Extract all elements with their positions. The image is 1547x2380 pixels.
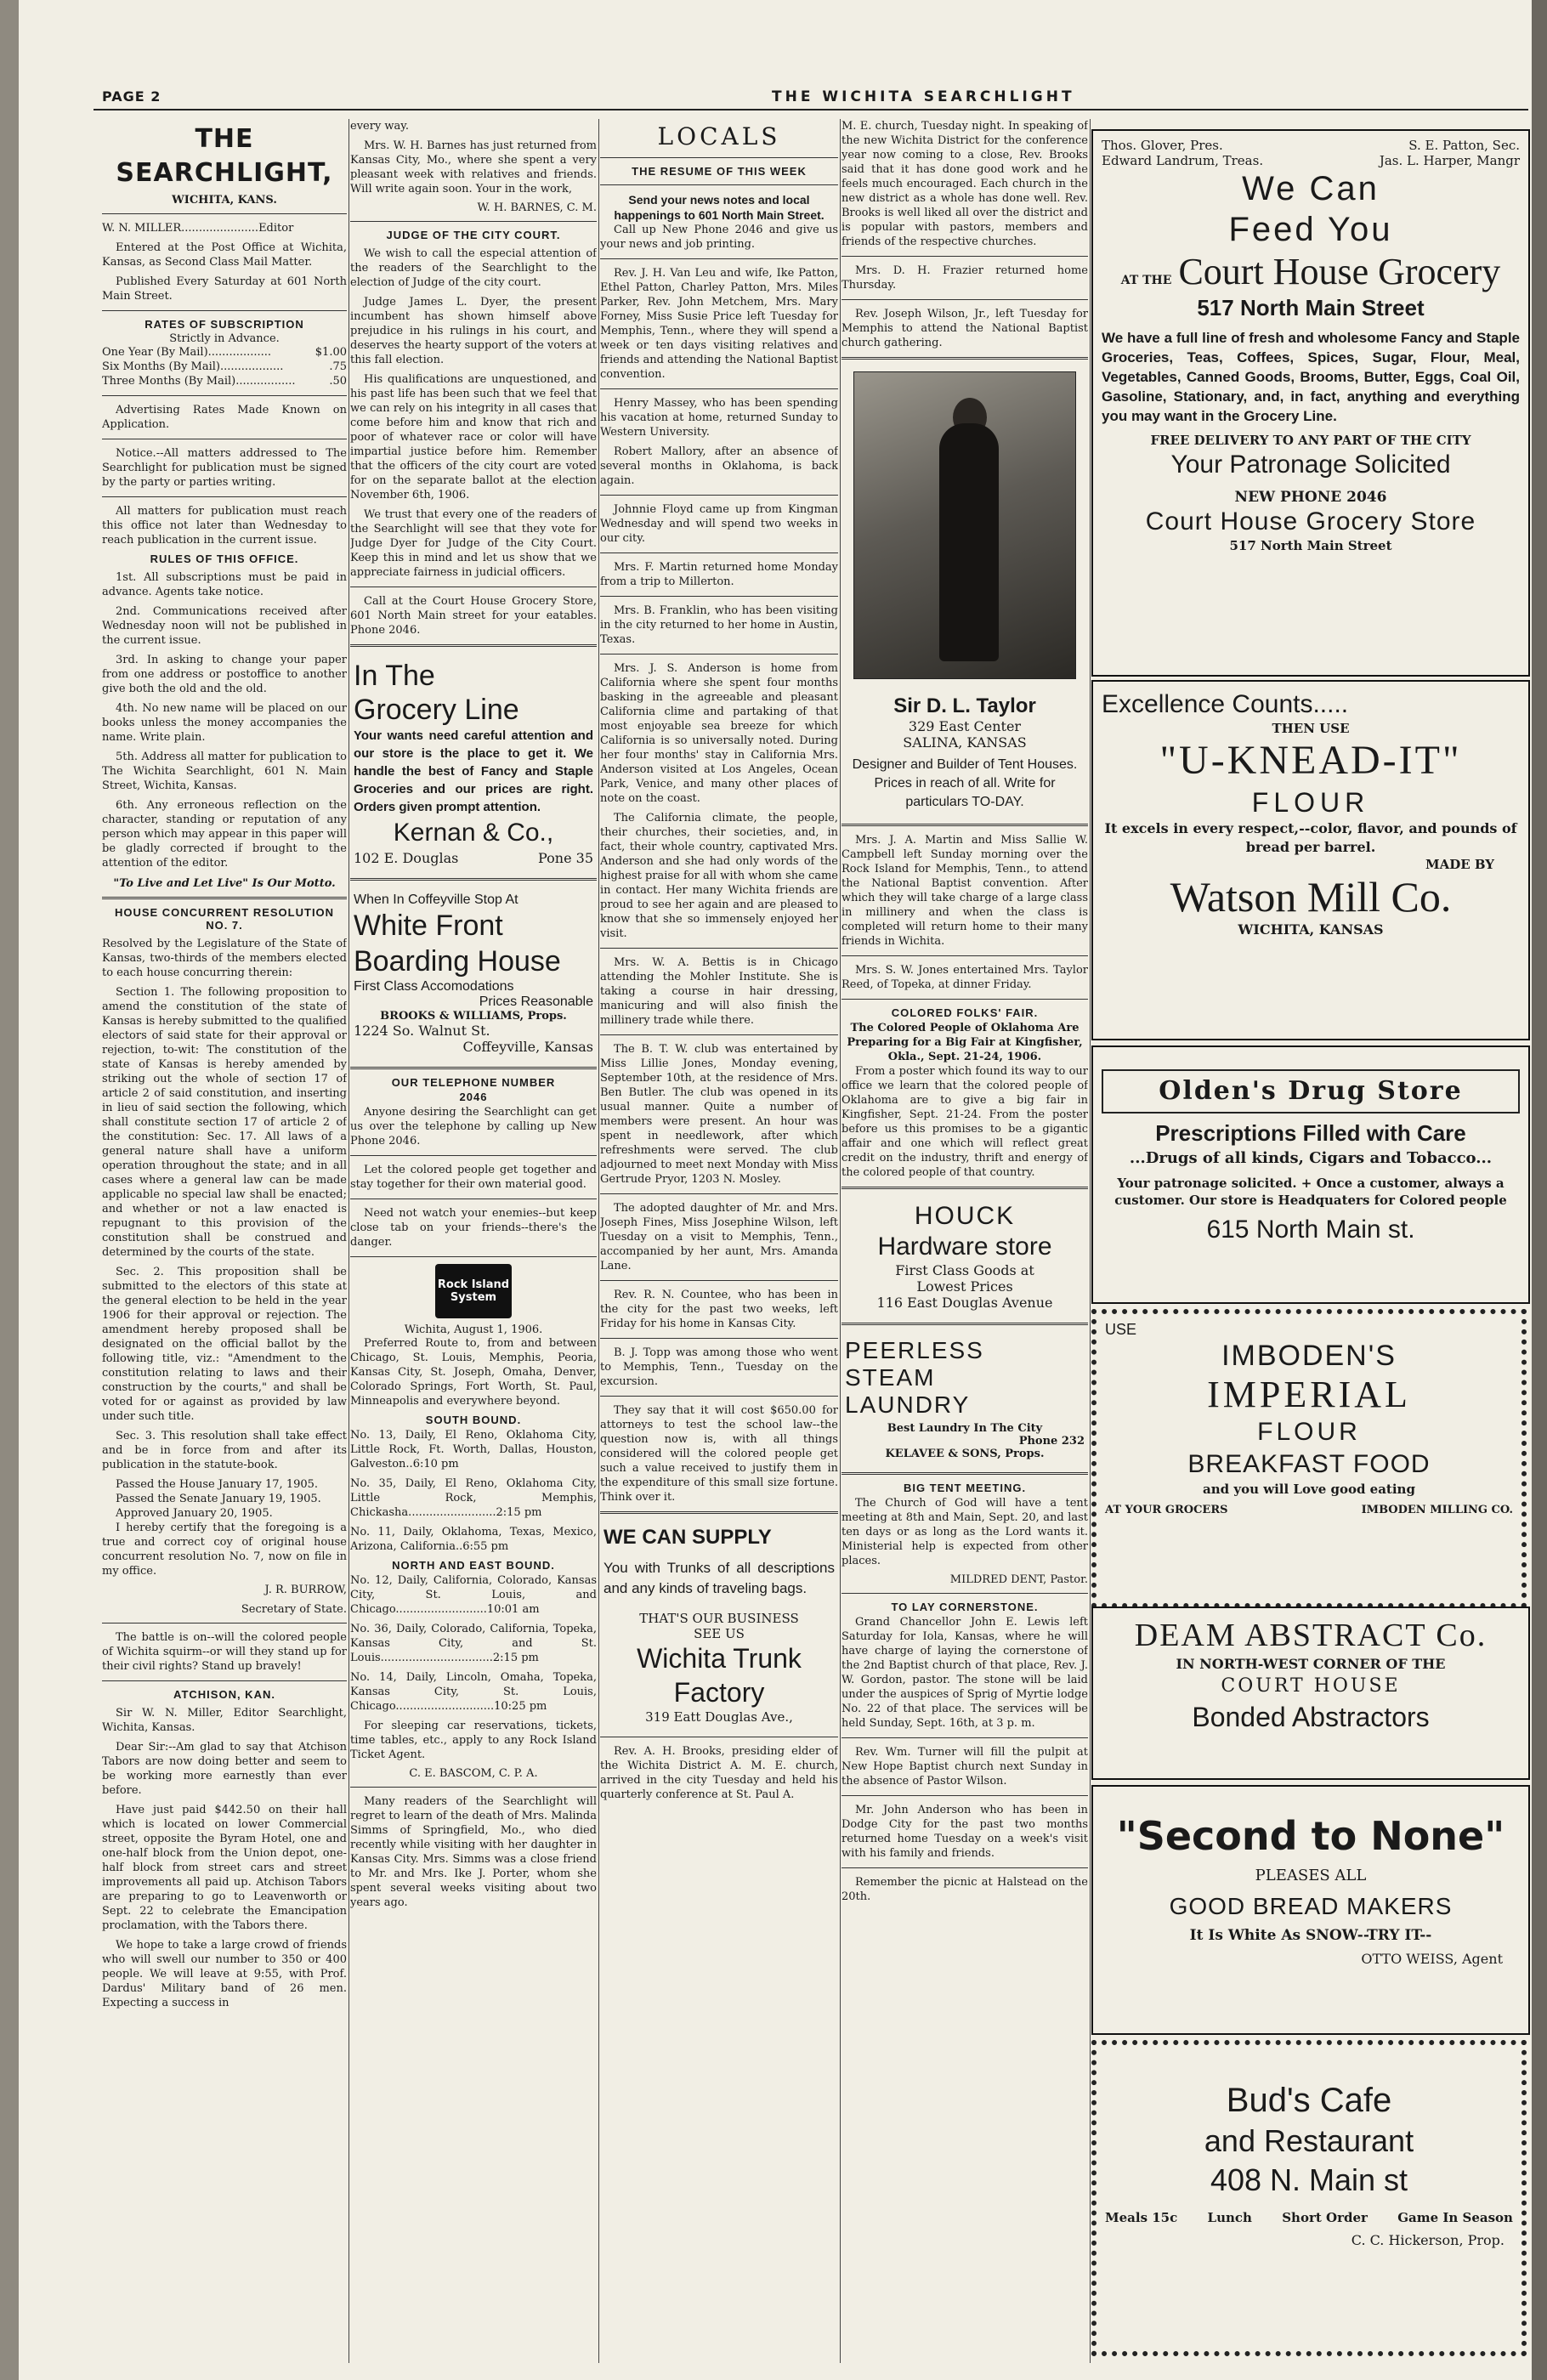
knead-line7: Watson Mill Co. bbox=[1170, 873, 1452, 921]
atchison-text: Dear Sir:--Am glad to say that Atchison Tabors are now doing better and seem to be working more earnestly than ever before. bbox=[102, 1741, 347, 1797]
trunk-line1: THAT'S OUR BUSINESS bbox=[639, 1611, 799, 1626]
kernan-address: 102 E. Douglas bbox=[354, 850, 459, 866]
rule bbox=[842, 1323, 1088, 1325]
second-line3: GOOD BREAD MAKERS bbox=[1169, 1893, 1453, 1919]
local-item: B. J. Topp was among those who went to Memphis, Tenn., Tuesday on the excursion. bbox=[600, 1346, 838, 1388]
rule bbox=[102, 310, 347, 311]
trunk-line5: 319 Eatt Douglas Ave., bbox=[645, 1709, 793, 1725]
rock-logo-line2: System bbox=[450, 1291, 497, 1304]
knead-line5: It excels in every respect,--color, flavor, and pounds of bread per barrel. bbox=[1104, 820, 1517, 855]
column-2 bbox=[350, 119, 597, 1915]
houck-ad bbox=[842, 1196, 1088, 1316]
rate-price: $1.00 bbox=[314, 346, 347, 359]
second-line1: "Second to None" bbox=[1116, 1813, 1505, 1859]
buds-line2: and Restaurant bbox=[1204, 2123, 1414, 2158]
column-rule bbox=[840, 119, 841, 2363]
local-item: Mrs. W. A. Bettis is in Chicago attending the Mohler Institute. She is taking a course in hair dressing, manicuring and will also finish the millinery trade while there. bbox=[600, 956, 838, 1027]
local-item: Johnnie Floyd came up from Kingman Wednesday and will spend two weeks in our city. bbox=[600, 503, 838, 545]
fair-text: From a poster which found its way to our office we learn that the colored people of Oklahoma are to give a big fair in Kingfisher, Sept. 21-24. From the poster before us this promises to be a gigantic affair and one which will reflect great credit on the industry, thrift and energy of the colored people of that country. bbox=[842, 1065, 1088, 1179]
rule bbox=[842, 1867, 1088, 1868]
whitefront-line6: BROOKS & WILLIAMS, Props. bbox=[380, 1010, 567, 1023]
resume-heading: THE RESUME OF THIS WEEK bbox=[632, 165, 807, 178]
call-up: Call up New Phone 2046 and give us your news and job printing. bbox=[600, 224, 838, 251]
kernan-body: Your wants need careful attention and our store is the place to get it. We handle the best of Fancy and Staple Groceries and our prices are right. Orders given prompt attention. bbox=[354, 728, 593, 814]
rate-price: .50 bbox=[329, 375, 347, 388]
signature-title: Secretary of State. bbox=[241, 1603, 347, 1616]
resolution-text: Sec. 3. This resolution shall take effect and be in force from and after its publication in the statute-book. bbox=[102, 1430, 347, 1471]
olden-line3: ...Drugs of all kinds, Cigars and Tobacco... bbox=[1129, 1149, 1493, 1167]
whitefront-line2: White Front bbox=[354, 910, 503, 942]
masthead-title: THE SEARCHLIGHT, bbox=[116, 124, 333, 188]
tent-heading: BIG TENT MEETING. bbox=[903, 1482, 1027, 1494]
rule bbox=[350, 1155, 597, 1156]
locals-title: LOCALS bbox=[657, 122, 781, 150]
local-item: Rev. R. N. Countee, who has been in the city for the past two weeks, left Friday for his home in Kansas City. bbox=[600, 1289, 838, 1330]
rule bbox=[600, 495, 838, 496]
picnic-item: Remember the picnic at Halstead on the 20th. bbox=[842, 1876, 1088, 1903]
local-item: The California climate, the people, their churches, their societies, and, in fact, their whole country, captivated Mrs. Anderson and she had only words of the highest praise for all with whom she came in contact. Her many Wichita friends are proud to see her again and are pleased to know that she so immensely enjoyed her visit. bbox=[600, 812, 838, 940]
portrait-photo bbox=[853, 371, 1076, 679]
imboden-line6: and you will Love good eating bbox=[1203, 1482, 1415, 1497]
together-item: Let the colored people get together and stay together for their own material good. bbox=[350, 1164, 597, 1191]
buds-line1: Bud's Cafe bbox=[1226, 2082, 1392, 2119]
rate-label: Three Months (By Mail)................. bbox=[102, 375, 296, 388]
rule bbox=[842, 824, 1088, 826]
train-schedule: No. 14, Daily, Lincoln, Omaha, Topeka, Kansas City, St. Louis, Chicago............................10:25 pm bbox=[350, 1671, 597, 1713]
enemies-item: Need not watch your enemies--but keep close tab on your friends--there's the danger. bbox=[350, 1207, 597, 1249]
cornerstone-text: Grand Chancellor John E. Lewis left Saturday for Iola, Kansas, where he will have charge of laying the cornerstone of the 2nd Baptist church of that place, Rev. J. W. Gordon, pastor. The stone will be laid under the auspices of Sprig of Myrtie lodge No. 22 of that place. The services will be held Sunday, Sept. 16th, at 3 p. m. bbox=[842, 1616, 1088, 1730]
trunk-line2: SEE US bbox=[694, 1626, 745, 1641]
taylor-addr1: 329 East Center bbox=[908, 718, 1022, 734]
trunk-body: You with Trunks of all descriptions and any kinds of traveling bags. bbox=[604, 1560, 835, 1596]
rock-preferred: Preferred Route to, from and between Chicago, St. Louis, Memphis, Peoria, Kansas City, St. Joseph, Omaha, Denver, Colorado Springs, Fort Worth, St. Paul, Minneapolis and everywhere beyond. bbox=[350, 1337, 597, 1408]
resolution-text: Sec. 2. This proposition shall be submitted to the electors of this state at the general election to be held in the year 1906 for their approval or rejection. The amendment hereby proposed shall be designated on the official ballot by the following title, viz.: "Amendment to the constitution relating to laws and their construction by the courts," and shall be voted for or against as provided by law under such title. bbox=[102, 1266, 347, 1423]
white-front-ad bbox=[350, 887, 597, 1060]
rule bbox=[600, 258, 838, 259]
deam-line1: DEAM ABSTRACT Co. bbox=[1134, 1618, 1488, 1653]
rule bbox=[842, 1795, 1088, 1796]
portrait-figure bbox=[939, 423, 999, 661]
grocery-officers-row1 bbox=[1102, 138, 1520, 153]
imboden-line5: BREAKFAST FOOD bbox=[1187, 1450, 1431, 1478]
peerless-line6: KELAVEE & SONS, Props. bbox=[885, 1448, 1045, 1460]
taylor-ad bbox=[842, 689, 1088, 817]
judge-text: We trust that every one of the readers of the Searchlight will see that they vote for Judge Dyer for Judge of the City Court. Keep this in mind and let us show that we appreciate fairness in judicial officers. bbox=[350, 508, 597, 579]
judge-heading: JUDGE OF THE CITY COURT. bbox=[386, 229, 561, 241]
resolution-heading: HOUSE CONCURRENT RESOLUTION NO. 7. bbox=[114, 906, 335, 932]
rule bbox=[600, 1338, 838, 1339]
resolution-text: Passed the House January 17, 1905. bbox=[116, 1478, 319, 1491]
atchison-text: Sir W. N. Miller, Editor Searchlight, Wichita, Kansas. bbox=[102, 1707, 347, 1734]
editor-line: W. N. MILLER......................Editor bbox=[102, 222, 294, 235]
second-line2: PLEASES ALL bbox=[1255, 1867, 1367, 1884]
grocery-officer: S. E. Patton, Sec. bbox=[1408, 138, 1520, 153]
tent-signature: MILDRED DENT, Pastor. bbox=[949, 1573, 1088, 1586]
resolution-text: Resolved by the Legislature of the State of Kansas, two-thirds of the members elected to each house concurring therein: bbox=[102, 938, 347, 979]
rule-item: 3rd. In asking to change your paper from one address or postoffice to another give both the old and the old. bbox=[102, 654, 347, 695]
deam-line3: COURT HOUSE bbox=[1221, 1675, 1401, 1697]
knead-line3: "U-KNEAD-IT" bbox=[1159, 738, 1462, 783]
rule bbox=[350, 878, 597, 881]
advertising-rates: Advertising Rates Made Known on Application. bbox=[102, 404, 347, 431]
motto: "To Live and Let Live" Is Our Motto. bbox=[113, 877, 336, 890]
olden-line4: Your patronage solicited. + Once a customer, always a customer. Our store is Headquaters for Colored people bbox=[1114, 1176, 1507, 1208]
sleeping-car-note: For sleeping car reservations, tickets, time tables, etc., apply to any Rock Island Ticket Agent. bbox=[350, 1720, 597, 1761]
barnes-signature: W. H. BARNES, C. M. bbox=[477, 201, 597, 214]
atchison-text: Have just paid $442.50 on their hall which is located on lower Commercial street, opposite the Byram Hotel, one and one-half block from the Union depot, one-half block from street cars and street improvements all paid up. Atchison Tabors are preparing to go to Leavenworth or Sept. 22 to celebrate the Emancipation proclamation, with the Tabors there. bbox=[102, 1804, 347, 1932]
published-notice: Published Every Saturday at 601 North Main Street. bbox=[102, 275, 347, 303]
olden-line1: Olden's Drug Store bbox=[1102, 1069, 1520, 1114]
atchison-heading: ATCHISON, KAN. bbox=[173, 1688, 275, 1701]
grocery-delivery: FREE DELIVERY TO ANY PART OF THE CITY bbox=[1150, 433, 1471, 448]
buds-lunch: Lunch bbox=[1207, 2210, 1252, 2225]
taylor-addr2: SALINA, KANSAS bbox=[903, 734, 1027, 751]
simms-item: Many readers of the Searchlight will regret to learn of the death of Mrs. Malinda Simms of Springfield, Mo., who died recently while visiting with her daughter in Kansas City. Mrs. Simms was a close friend to Mr. and Mrs. Ike J. Porter, whom she spent several weeks visiting about two years ago. bbox=[350, 1795, 597, 1909]
rule bbox=[600, 948, 838, 949]
rule bbox=[102, 897, 347, 899]
resolution-text: Passed the Senate January 19, 1905. bbox=[116, 1493, 321, 1505]
second-line5: OTTO WEISS, Agent bbox=[1361, 1951, 1503, 1967]
imboden-line2: IMBODEN'S bbox=[1221, 1340, 1397, 1372]
rule bbox=[350, 1256, 597, 1257]
second-line4: It Is White As SNOW--TRY IT-- bbox=[1189, 1927, 1432, 1944]
imboden-line3: IMPERIAL bbox=[1207, 1374, 1411, 1415]
resolution-text: Section 1. The following proposition to amend the constitution of the state of Kansas is hereby submitted to the qualified electors of said state for their approval or rejection, to-wit: The constitution of the state of Kansas is hereby amended by striking out the whole of section 17 of article 2 of said constitution, and inserting in lieu of said section the following, which shall constitute section 17 of article 2 of the constitution: Sec. 17. All laws of a general nature shall have a uniform operation throughout the state; and in all cases where a general law can be made applicable no special law shall be enacted; and whether or not a law enacted is repugnant to this provision of the constitution shall be construed and determined by the courts of the state. bbox=[102, 986, 347, 1259]
peerless-line3: LAUNDRY bbox=[845, 1391, 971, 1418]
rate-row bbox=[102, 345, 347, 360]
page-edge-left bbox=[0, 0, 19, 2380]
rule-item: 1st. All subscriptions must be paid in advance. Agents take notice. bbox=[102, 571, 347, 598]
peerless-line5: Phone 232 bbox=[1018, 1435, 1085, 1448]
south-bound-heading: SOUTH BOUND. bbox=[425, 1414, 522, 1426]
rates-heading: RATES OF SUBSCRIPTION bbox=[144, 318, 304, 331]
rule bbox=[600, 596, 838, 597]
resolution-text: I hereby certify that the foregoing is a true and correct coy of original house concurrent resolution No. 7, now on file in my office. bbox=[102, 1522, 347, 1578]
resolution-text: Approved January 20, 1905. bbox=[116, 1507, 273, 1520]
rule bbox=[600, 1034, 838, 1035]
phone-heading: OUR TELEPHONE NUMBER bbox=[391, 1076, 556, 1089]
rates-subheading: Strictly in Advance. bbox=[169, 332, 280, 345]
rule bbox=[350, 1067, 597, 1069]
whitefront-line4: First Class Accomodations bbox=[354, 979, 514, 994]
grocery-at-the: AT THE bbox=[1120, 274, 1172, 287]
phone-number: 2046 bbox=[459, 1091, 488, 1103]
houck-line2: Hardware store bbox=[877, 1232, 1052, 1261]
rock-island-logo bbox=[435, 1264, 512, 1318]
notice-text: Notice.--All matters addressed to The Searchlight for publication must be signed by the party or parties writing. bbox=[102, 447, 347, 489]
fair-subheading: The Colored People of Oklahoma Are Preparing for a Big Fair at Kingfisher, Okla., Sept. 21-24, 1906. bbox=[847, 1022, 1083, 1063]
grocery-officer: Jas. L. Harper, Mangr bbox=[1379, 153, 1520, 168]
church-continuation: M. E. church, Tuesday night. In speaking of the new Wichita District for the conference year now coming to a close, Rev. Brooks said that it has done good work and he feels much encouraged. Each church in the new district as a whole has done well. Rev. Brooks is well liked all over the district and is popular with pastors, members and friends of the respective churches. bbox=[842, 120, 1088, 248]
knead-line4: FLOUR bbox=[1251, 787, 1370, 818]
grocery-we-can: We Can bbox=[1242, 170, 1380, 207]
houck-line3: First Class Goods at bbox=[895, 1262, 1034, 1278]
turner-item: Rev. Wm. Turner will fill the pulpit at New Hope Baptist church next Sunday in the absence of Pastor Wilson. bbox=[842, 1746, 1088, 1788]
kernan-line2: Grocery Line bbox=[354, 694, 519, 726]
deadline-text: All matters for publication must reach this office not later than Wednesday to reach publication in the current issue. bbox=[102, 505, 347, 547]
rule bbox=[102, 496, 347, 497]
rule bbox=[842, 1472, 1088, 1475]
judge-text: His qualifications are unquestioned, and his past life has been such that we feel that we can rely on his integrity in all cases that come before him and know that rich and poor of whatever race or color will have impartial justice before him. Remember that the officers of the city court are voted for on the separate ballot at the election November 6th, 1906. bbox=[350, 373, 597, 502]
trunk-line3: Wichita Trunk bbox=[637, 1643, 802, 1674]
grocery-street-2: 517 North Main Street bbox=[1229, 538, 1392, 553]
knead-line1: Excellence Counts..... bbox=[1102, 690, 1349, 718]
column-4 bbox=[842, 119, 1088, 1909]
rule bbox=[600, 157, 838, 158]
rule bbox=[350, 1787, 597, 1788]
grocery-name-row bbox=[1102, 250, 1520, 294]
grocery-store-name: Court House Grocery bbox=[1178, 251, 1501, 292]
grocery-store-name-2: Court House Grocery Store bbox=[1145, 507, 1476, 536]
rule bbox=[350, 644, 597, 647]
taylor-name: Sir D. L. Taylor bbox=[893, 694, 1036, 717]
buds-menu-row bbox=[1105, 2210, 1513, 2225]
anderson-item: Mr. John Anderson who has been in Dodge City for the past two months returned home Tuesday on a week's visit with his family and friends. bbox=[842, 1804, 1088, 1860]
imboden-line4: FLOUR bbox=[1257, 1418, 1361, 1446]
bascom-signature: C. E. BASCOM, C. P. A. bbox=[409, 1767, 538, 1780]
kernan-ad bbox=[350, 654, 597, 871]
rule-item: 4th. No new name will be placed on our books unless the money accompanies the name. Write plain. bbox=[102, 702, 347, 744]
grocery-officers-row2 bbox=[1102, 153, 1520, 168]
grocery-feed-you: Feed You bbox=[1228, 211, 1393, 248]
deam-line4: Bonded Abstractors bbox=[1192, 1702, 1430, 1732]
rule bbox=[842, 955, 1088, 956]
houck-line1: HOUCK bbox=[914, 1202, 1016, 1230]
rock-date: Wichita, August 1, 1906. bbox=[404, 1323, 543, 1336]
rule bbox=[842, 999, 1088, 1000]
rule bbox=[350, 221, 597, 222]
buds-meals: Meals 15c bbox=[1105, 2210, 1178, 2225]
fair-heading: COLORED FOLKS' FAIR. bbox=[891, 1006, 1039, 1019]
rule bbox=[842, 256, 1088, 257]
court-house-grocery-ad bbox=[1091, 129, 1530, 677]
imboden-grocers: AT YOUR GROCERS bbox=[1105, 1504, 1228, 1516]
local-item: Robert Mallory, after an absence of several months in Oklahoma, is back again. bbox=[600, 445, 838, 487]
rule bbox=[600, 1511, 838, 1514]
rule-item: 6th. Any erroneous reflection on the character, standing or reputation of any person which may appear in this paper will be gladly corrected if brought to the attention of the editor. bbox=[102, 799, 347, 870]
rule bbox=[600, 388, 838, 389]
local-item: Mrs. B. Franklin, who has been visiting in the city returned to her home in Austin, Texas. bbox=[600, 604, 838, 646]
rule bbox=[842, 1593, 1088, 1594]
rule bbox=[600, 1280, 838, 1281]
brooks-item: Rev. A. H. Brooks, presiding elder of the Wichita District A. M. E. church, arrived in the city Tuesday and held his quarterly conference at St. Paul A. bbox=[600, 1745, 838, 1801]
buds-line3: 408 N. Main st bbox=[1210, 2162, 1408, 2197]
kernan-footer bbox=[354, 850, 593, 866]
imbodens-imperial-flour-ad bbox=[1091, 1309, 1527, 1608]
peerless-line1: PEERLESS bbox=[845, 1337, 984, 1363]
rule bbox=[102, 395, 347, 396]
taylor-body: Designer and Builder of Tent Houses. Prices in reach of all. Write for particulars TO-DAY. bbox=[852, 757, 1078, 809]
signature-name: J. R. BURROW, bbox=[264, 1584, 347, 1596]
whitefront-line3: Boarding House bbox=[354, 945, 561, 978]
trunk-line4: Factory bbox=[673, 1677, 765, 1708]
peerless-line2: STEAM bbox=[845, 1364, 936, 1391]
rule bbox=[600, 184, 838, 185]
grocery-body: We have a full line of fresh and wholesome Fancy and Staple Groceries, Teas, Coffees, Spices, Sugar, Flour, Meal, Vegetables, Canned Goods, Brooms, Butter, Eggs, Coal Oil, Gasoline, Stationary, and, in fact, anything and everything you may want in the Grocery Line. bbox=[1102, 330, 1520, 424]
rule bbox=[842, 299, 1088, 300]
kernan-phone: Pone 35 bbox=[538, 850, 593, 866]
rule bbox=[102, 1623, 347, 1624]
send-news: Send your news notes and local happenings to 601 North Main Street. bbox=[614, 193, 824, 222]
local-item: The B. T. W. club was entertained by Miss Lillie Jones, Monday evening, September 10th, at the residence of Mrs. Ben Butler. The club was opened in its usual manner. Quite a number of members were present. An hour was spent in needlework, after which refreshments were served. The club adjourned to meet next Monday with Miss Gertrude Pryor, 1203 N. Mosley. bbox=[600, 1043, 838, 1186]
rate-price: .75 bbox=[329, 360, 347, 373]
north-bound-heading: NORTH AND EAST BOUND. bbox=[392, 1559, 555, 1572]
jones-item: Mrs. S. W. Jones entertained Mrs. Taylor Reed, of Topeka, at dinner Friday. bbox=[842, 964, 1088, 991]
rate-row bbox=[102, 360, 347, 374]
tent-text: The Church of God will have a tent meeting at 8th and Main, Sept. 20, and last ten days or as long as the Lord wants it. Ministerial help is expected from other places. bbox=[842, 1497, 1088, 1567]
train-schedule: No. 11, Daily, Oklahoma, Texas, Mexico, Arizona, California..6:55 pm bbox=[350, 1526, 597, 1553]
whitefront-line5: Prices Reasonable bbox=[479, 994, 593, 1009]
whitefront-line1: When In Coffeyville Stop At bbox=[354, 892, 518, 907]
rules-heading: RULES OF THIS OFFICE. bbox=[150, 552, 299, 565]
rule-item: 5th. Address all matter for publication to The Wichita Searchlight, 601 N. Main Street, Wichita, Kansas. bbox=[102, 751, 347, 792]
entered-notice: Entered at the Post Office at Wichita, Kansas, as Second Class Mail Matter. bbox=[102, 241, 347, 269]
train-schedule: No. 12, Daily, California, Colorado, Kansas City, St. Louis, and Chicago..........................10:01 am bbox=[350, 1574, 597, 1616]
second-to-none-ad bbox=[1091, 1785, 1530, 2035]
page-number: PAGE 2 bbox=[102, 88, 162, 105]
grocery-phone: NEW PHONE 2046 bbox=[1234, 489, 1387, 506]
header-rule bbox=[94, 109, 1528, 110]
rule bbox=[842, 1737, 1088, 1738]
train-schedule: No. 35, Daily, El Reno, Oklahoma City, Little Rock, Memphis, Chickasha.........................2:15 pm bbox=[350, 1477, 597, 1519]
masthead-city: WICHITA, KANS. bbox=[172, 194, 277, 207]
local-item: They say that it will cost $650.00 for attorneys to test the school law--the question now is, with all things considered will the colored people get such a value received to justify them in the expenditure of this small size fortune. Think over it. bbox=[600, 1404, 838, 1504]
page-edge-right bbox=[1532, 0, 1547, 2380]
column-5-ads bbox=[1091, 119, 1533, 2363]
paper-name: THE WICHITA SEARCHLIGHT bbox=[772, 88, 1075, 105]
trunk-head: WE CAN SUPPLY bbox=[604, 1526, 772, 1549]
imboden-footer bbox=[1105, 1504, 1513, 1516]
frazier-item: Mrs. D. H. Frazier returned home Thursday. bbox=[842, 264, 1088, 292]
rule bbox=[600, 1396, 838, 1397]
rule bbox=[350, 1198, 597, 1199]
kernan-name: Kernan & Co., bbox=[393, 819, 554, 847]
u-knead-it-flour-ad bbox=[1091, 680, 1530, 1040]
battle-item: The battle is on--will the colored people of Wichita squirm--or will they stand up for their civil rights? Stand up bravely! bbox=[102, 1631, 347, 1673]
imboden-line1: USE bbox=[1105, 1321, 1137, 1338]
deam-line2: IN NORTH-WEST CORNER OF THE bbox=[1176, 1656, 1446, 1672]
rule bbox=[102, 213, 347, 214]
deam-abstract-ad bbox=[1091, 1606, 1530, 1780]
rule bbox=[600, 552, 838, 553]
column-3 bbox=[600, 119, 838, 1807]
rate-row bbox=[102, 374, 347, 388]
local-item: The adopted daughter of Mr. and Mrs. Joseph Fines, Miss Josephine Wilson, left Tuesday on a visit to Memphis, Tenn., accompanied by her aunt, Mrs. Amanda Lane. bbox=[600, 1202, 838, 1272]
courthouse-note: Call at the Court House Grocery Store, 601 North Main street for your eatables. Phone 2046. bbox=[350, 595, 597, 637]
cornerstone-heading: TO LAY CORNERSTONE. bbox=[891, 1601, 1039, 1613]
atchison-text: We hope to take a large crowd of friends who will swell our number to 350 or 400 people. We will leave at 9:55, with Prof. Dardus' Military band of 26 men. Expecting a success in bbox=[102, 1939, 347, 2009]
whitefront-line8: Coffeyville, Kansas bbox=[462, 1039, 593, 1055]
wilson-item: Rev. Joseph Wilson, Jr., left Tuesday for Memphis to attend the National Baptist church gathering. bbox=[842, 308, 1088, 349]
column-rule bbox=[1090, 119, 1091, 2363]
imboden-company: IMBODEN MILLING CO. bbox=[1361, 1504, 1513, 1516]
rule bbox=[102, 1680, 347, 1681]
local-item: Henry Massey, who has been spending his vacation at home, returned Sunday to Western University. bbox=[600, 397, 838, 439]
rule bbox=[842, 357, 1088, 360]
peerless-line4: Best Laundry In The City bbox=[887, 1422, 1043, 1435]
rule bbox=[350, 586, 597, 587]
buds-line5: C. C. Hickerson, Prop. bbox=[1351, 2232, 1504, 2248]
grocery-patronage: Your Patronage Solicited bbox=[1170, 450, 1451, 479]
grocery-street: 517 North Main Street bbox=[1197, 295, 1425, 320]
rate-label: One Year (By Mail).................. bbox=[102, 346, 272, 359]
buds-game: Game In Season bbox=[1397, 2210, 1513, 2225]
rule bbox=[600, 1193, 838, 1194]
local-item: Rev. J. H. Van Leu and wife, Ike Patton, Ethel Patton, Charley Patton, Mrs. Miles Parker, Rev. John Metchem, Mrs. Mary Forney, Miss Susie Price left Tuesday for Memphis, Tenn., where they will spend a week or ten days visiting relatives and friends and attending the National Baptist convention. bbox=[600, 267, 838, 381]
grocery-officer: Edward Landrum, Treas. bbox=[1102, 153, 1264, 168]
knead-line6: MADE BY bbox=[1425, 857, 1494, 872]
barnes-continuation: every way. bbox=[350, 120, 410, 133]
buds-short-order: Short Order bbox=[1282, 2210, 1368, 2225]
olden-line5: 615 North Main st. bbox=[1206, 1216, 1415, 1244]
kernan-line1: In The bbox=[354, 660, 435, 692]
phone-text: Anyone desiring the Searchlight can get us over the telephone by calling up New Phone 2046. bbox=[350, 1106, 597, 1148]
judge-text: We wish to call the especial attention of the readers of the Searchlight to the election of Judge of the city court. bbox=[350, 247, 597, 289]
houck-line4: Lowest Prices bbox=[916, 1278, 1013, 1295]
column-rule bbox=[348, 119, 349, 2363]
houck-line5: 116 East Douglas Avenue bbox=[876, 1295, 1053, 1311]
whitefront-line7: 1224 So. Walnut St. bbox=[354, 1023, 490, 1039]
martin-item: Mrs. J. A. Martin and Miss Sallie W. Campbell left Sunday morning over the Rock Island for Memphis, Tenn., to attend the National Baptist convention. After which they will take charge of a large class in millinery and when the class is completed will return home to their many friends in Wichita. bbox=[842, 834, 1088, 948]
knead-line8: WICHITA, KANSAS bbox=[1238, 921, 1384, 938]
rock-logo-line1: Rock Island bbox=[437, 1278, 510, 1291]
train-schedule: No. 13, Daily, El Reno, Oklahoma City, Little Rock, Ft. Worth, Dallas, Houston, Galveston..6:10 pm bbox=[350, 1429, 597, 1470]
knead-line2: THEN USE bbox=[1272, 721, 1350, 736]
rule-item: 2nd. Communications received after Wednesday noon will not be published in the current issue. bbox=[102, 605, 347, 647]
oldens-drug-store-ad bbox=[1091, 1046, 1530, 1304]
rate-label: Six Months (By Mail).................. bbox=[102, 360, 284, 373]
column-rule bbox=[598, 119, 599, 2363]
running-header bbox=[85, 85, 1530, 110]
train-schedule: No. 36, Daily, Colorado, California, Topeka, Kansas City, and St. Louis................................2:15 pm bbox=[350, 1623, 597, 1664]
local-item: Mrs. F. Martin returned home Monday from a trip to Millerton. bbox=[600, 561, 838, 588]
rule bbox=[842, 1187, 1088, 1189]
trunk-factory-ad bbox=[600, 1521, 838, 1730]
grocery-officer: Thos. Glover, Pres. bbox=[1102, 138, 1223, 153]
column-1 bbox=[102, 119, 347, 2015]
peerless-laundry-ad bbox=[842, 1332, 1088, 1465]
barnes-item: Mrs. W. H. Barnes has just returned from Kansas City, Mo., where she spent a very pleasant week with relatives and friends. Will write again soon. Your in the work, bbox=[350, 139, 597, 196]
judge-text: Judge James L. Dyer, the present incumbent has shown himself above prejudice in his rulings in his court, and deserves the hearty support of the voters at this fall election. bbox=[350, 296, 597, 366]
local-item: Mrs. J. S. Anderson is home from California where she spent four months basking in the agreeable and pleasant California clime and partaking of that most enjoyable sea breeze for which California is so universally noted. During her four months' stay in California Mrs. Anderson visited at Los Angeles, Ocean Park, Venice, and many other places of note on the coast. bbox=[600, 662, 838, 805]
olden-line2: Prescriptions Filled with Care bbox=[1155, 1120, 1466, 1146]
buds-cafe-ad bbox=[1091, 2040, 1527, 2356]
